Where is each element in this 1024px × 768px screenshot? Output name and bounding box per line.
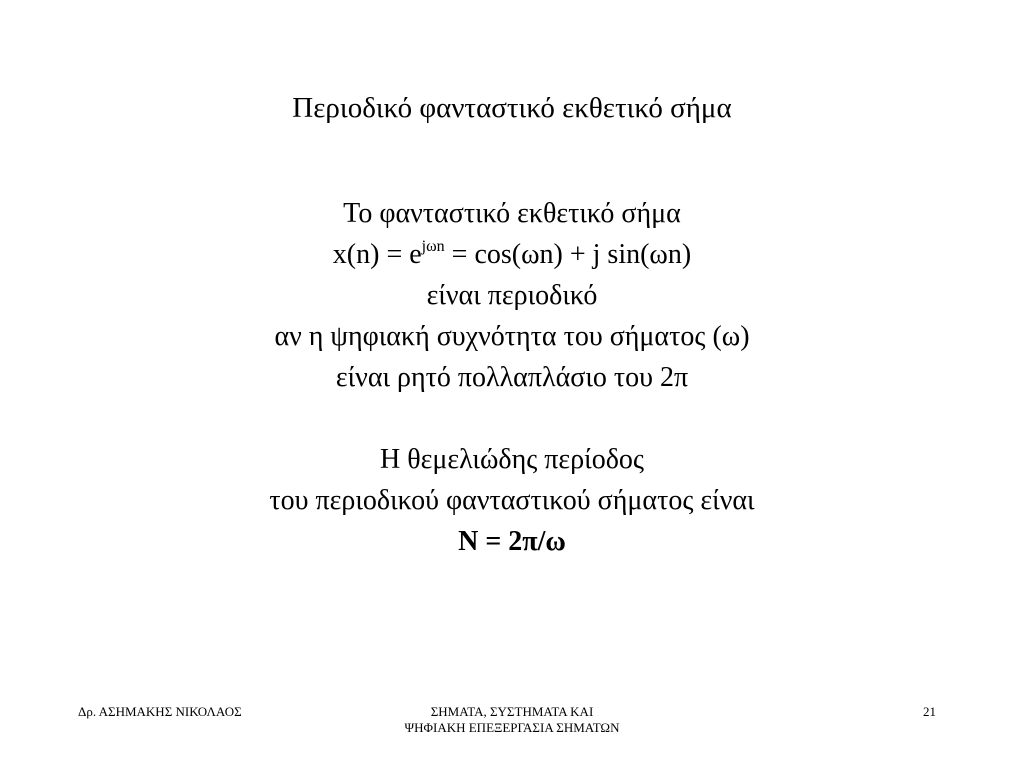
slide-title: Περιοδικό φανταστικό εκθετικό σήμα xyxy=(292,92,732,124)
formula-exponent: jωn xyxy=(421,238,445,255)
footer-author: Δρ. ΑΣΗΜΑΚΗΣ ΝΙΚΟΛΑΟΣ xyxy=(78,704,242,719)
body-line-condition: αν η ψηφιακή συχνότητα του σήματος (ω) xyxy=(274,321,750,352)
body-line-formula xyxy=(0,234,1024,275)
body-line-signal-name: Το φανταστικό εκθετικό σήμα xyxy=(343,198,681,229)
footer-course-line-2: ΨΗΦΙΑΚΗ ΕΠΕΞΕΡΓΑΣΙΑ ΣΗΜΑΤΩΝ xyxy=(404,720,620,735)
slide-body xyxy=(0,193,1024,562)
footer-page-number: 21 xyxy=(923,704,936,719)
footer-course-line-1: ΣΗΜΑΤΑ, ΣΥΣΤΗΜΑΤΑ ΚΑΙ xyxy=(430,704,594,719)
footer-course xyxy=(362,704,662,736)
body-line-fundamental-period: Η θεμελιώδης περίοδος xyxy=(380,444,644,475)
body-line-is-periodic: είναι περιοδικό xyxy=(426,280,598,311)
body-line-rational-multiple: είναι ρητό πολλαπλάσιο του 2π xyxy=(335,362,689,393)
formula-prefix: x(n) = e xyxy=(332,239,422,270)
body-line-of-signal: του περιοδικού φανταστικού σήματος είναι xyxy=(269,485,755,516)
body-line-period-formula: N = 2π/ω xyxy=(458,526,566,557)
body-spacer xyxy=(0,398,1024,439)
formula-suffix: = cos(ωn) + j sin(ωn) xyxy=(444,239,692,270)
